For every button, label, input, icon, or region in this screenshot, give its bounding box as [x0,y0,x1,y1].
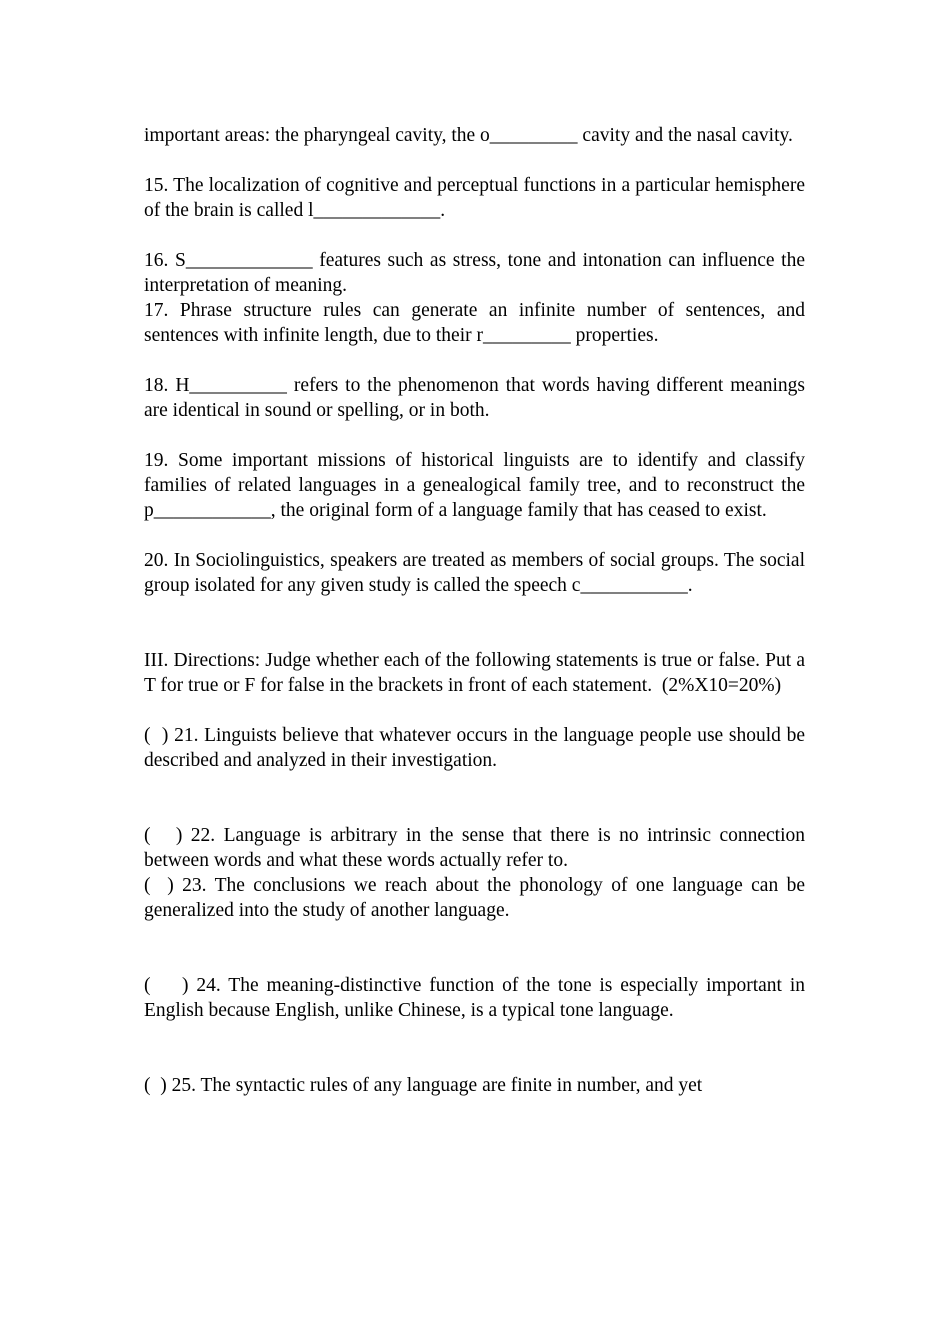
paragraph-spacer [144,773,805,823]
paragraph-spacer [144,423,805,448]
question-20: 20. In Sociolinguistics, speakers are treated as members of social groups. The social group isolated for any given study is called the speech c___________. [144,550,810,596]
document-page [144,123,810,1098]
question-21: ( ) 21. Linguists believe that whatever occurs in the language people use should be described and analyzed in their investigation. [144,725,810,771]
question-15: 15. The localization of cognitive and perceptual functions in a particular hemisphere of the brain is called l_____________. [144,175,810,221]
paragraph-spacer [144,1023,805,1073]
question-22: ( ) 22. Language is arbitrary in the sense that there is no intrinsic connection between words and what these words actually refer to. [144,825,810,871]
paragraph-spacer [144,348,805,373]
question-16: 16. S_____________ features such as stress, tone and intonation can influence the interpretation of meaning. [144,250,810,296]
question-19: 19. Some important missions of historical linguists are to identify and classify families of related languages in a genealogical family tree, and to reconstruct the p____________, the original form of a language family that has ceased to exist. [144,450,810,521]
question-14-continuation: important areas: the pharyngeal cavity, the o_________ cavity and the nasal cavity. [144,125,793,146]
paragraph-spacer [144,523,805,548]
question-25-start: ( ) 25. The syntactic rules of any language are finite in number, and yet [144,1075,703,1096]
paragraph-spacer [144,923,805,973]
paragraph-spacer [144,223,805,248]
question-24: ( ) 24. The meaning-distinctive function of the tone is especially important in English because English, unlike Chinese, is a typical tone language. [144,975,810,1021]
paragraph-spacer [144,698,805,723]
question-23: ( ) 23. The conclusions we reach about the phonology of one language can be generalized into the study of another language. [144,875,810,921]
question-18: 18. H__________ refers to the phenomenon that words having different meanings are identical in sound or spelling, or in both. [144,375,810,421]
paragraph-spacer [144,598,805,648]
section-3-directions: III. Directions: Judge whether each of the following statements is true or false. Put a T for true or F for false in the brackets in front of each statement. (2%X10=20%) [144,650,810,696]
question-17: 17. Phrase structure rules can generate an infinite number of sentences, and sentences with infinite length, due to their r_________ properties. [144,300,810,346]
paragraph-spacer [144,148,805,173]
